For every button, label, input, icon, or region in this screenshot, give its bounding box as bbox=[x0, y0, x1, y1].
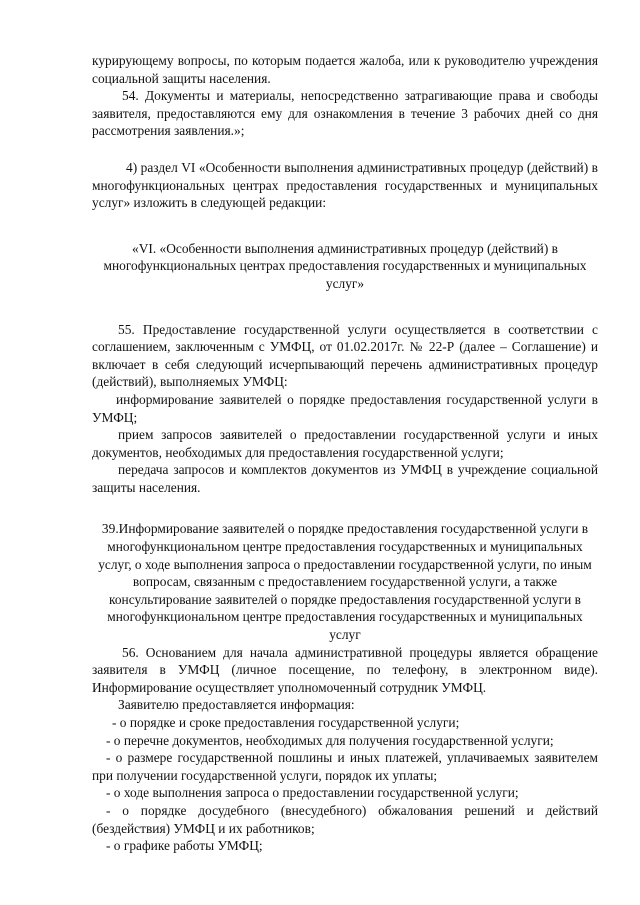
list-item: - о графике работы УМФЦ; bbox=[106, 838, 263, 854]
paragraph-procedure-1: информирование заявителей о порядке предоставления государственной услуги в УМФЦ; bbox=[92, 391, 598, 425]
paragraph-55: 55. Предоставление государственной услуги осуществляется в соответствии с соглашением, заключенным с УМФЦ, от 01.02.2017г. № 22-Р (далее – Соглашение) и включает в себя следующий исчерпывающий перечень административных процедур (действий), выполняемых УМФЦ: bbox=[92, 321, 598, 390]
info-list bbox=[92, 714, 598, 855]
list-item: - о порядке и сроке предоставления государственной услуги; bbox=[112, 715, 460, 730]
document-page bbox=[92, 52, 598, 855]
paragraph-info-intro: Заявителю предоставляется информация: bbox=[118, 697, 355, 713]
list-item: - о перечне документов, необходимых для получения государственной услуги; bbox=[106, 732, 554, 748]
paragraph-procedure-3: передача запросов и комплектов документов из УМФЦ в учреждение социальной защиты населения. bbox=[92, 462, 598, 495]
paragraph-54: 54. Документы и материалы, непосредственно затрагивающие права и свободы заявителя, предоставляются ему для ознакомления в течение 3 рабочих дней со дня рассмотрения заявления.»; bbox=[92, 88, 598, 139]
paragraph-procedure-2: прием запросов заявителей о предоставлении государственной услуги и иных документов, необходимых для предоставления государственной услуги; bbox=[92, 427, 598, 460]
paragraph-section-4: 4) раздел VI «Особенности выполнения административных процедур (действий) в многофункциональных центрах предоставления государственных и муниципальных услуг» изложить в следующей редакции: bbox=[92, 159, 598, 211]
list-item: - о размере государственной пошлины и иных платежей, уплачиваемых заявителем при получении государственной услуги, порядок их уплаты; bbox=[92, 750, 598, 783]
list-item: - о порядке досудебного (внесудебного) обжалования решений и действий (бездействия) УМФЦ и их работников; bbox=[92, 802, 598, 836]
paragraph-56: 56. Основанием для начала административной процедуры является обращение заявителя в УМФЦ (личное посещение, по телефону, в электронном виде). Информирование осуществляет уполномоченный сотрудник УМФЦ. bbox=[92, 644, 598, 695]
subsection-heading: 39.Информирование заявителей о порядке предоставления государственной услуги в многофункциональном центре предоставления государственных и муниципальных услуг, о ходе выполнения запроса о предоставлении государственной услуги, по иным вопросам, связанным с предоставлением государственной услуги, а также консультирование заявителей о порядке предоставления государственной услуги в многофункциональном центре предоставления государственных и муниципальных услуг bbox=[98, 521, 592, 643]
section-heading: «VI. «Особенности выполнения административных процедур (действий) в многофункциональных центрах предоставления государственных и муниципальных услуг» bbox=[103, 240, 587, 291]
list-item: - о ходе выполнения запроса о предоставлении государственной услуги; bbox=[106, 785, 519, 801]
paragraph-continuation: курирующему вопросы, по которым подается жалоба, или к руководителю учреждения социальной защиты населения. bbox=[92, 53, 598, 86]
